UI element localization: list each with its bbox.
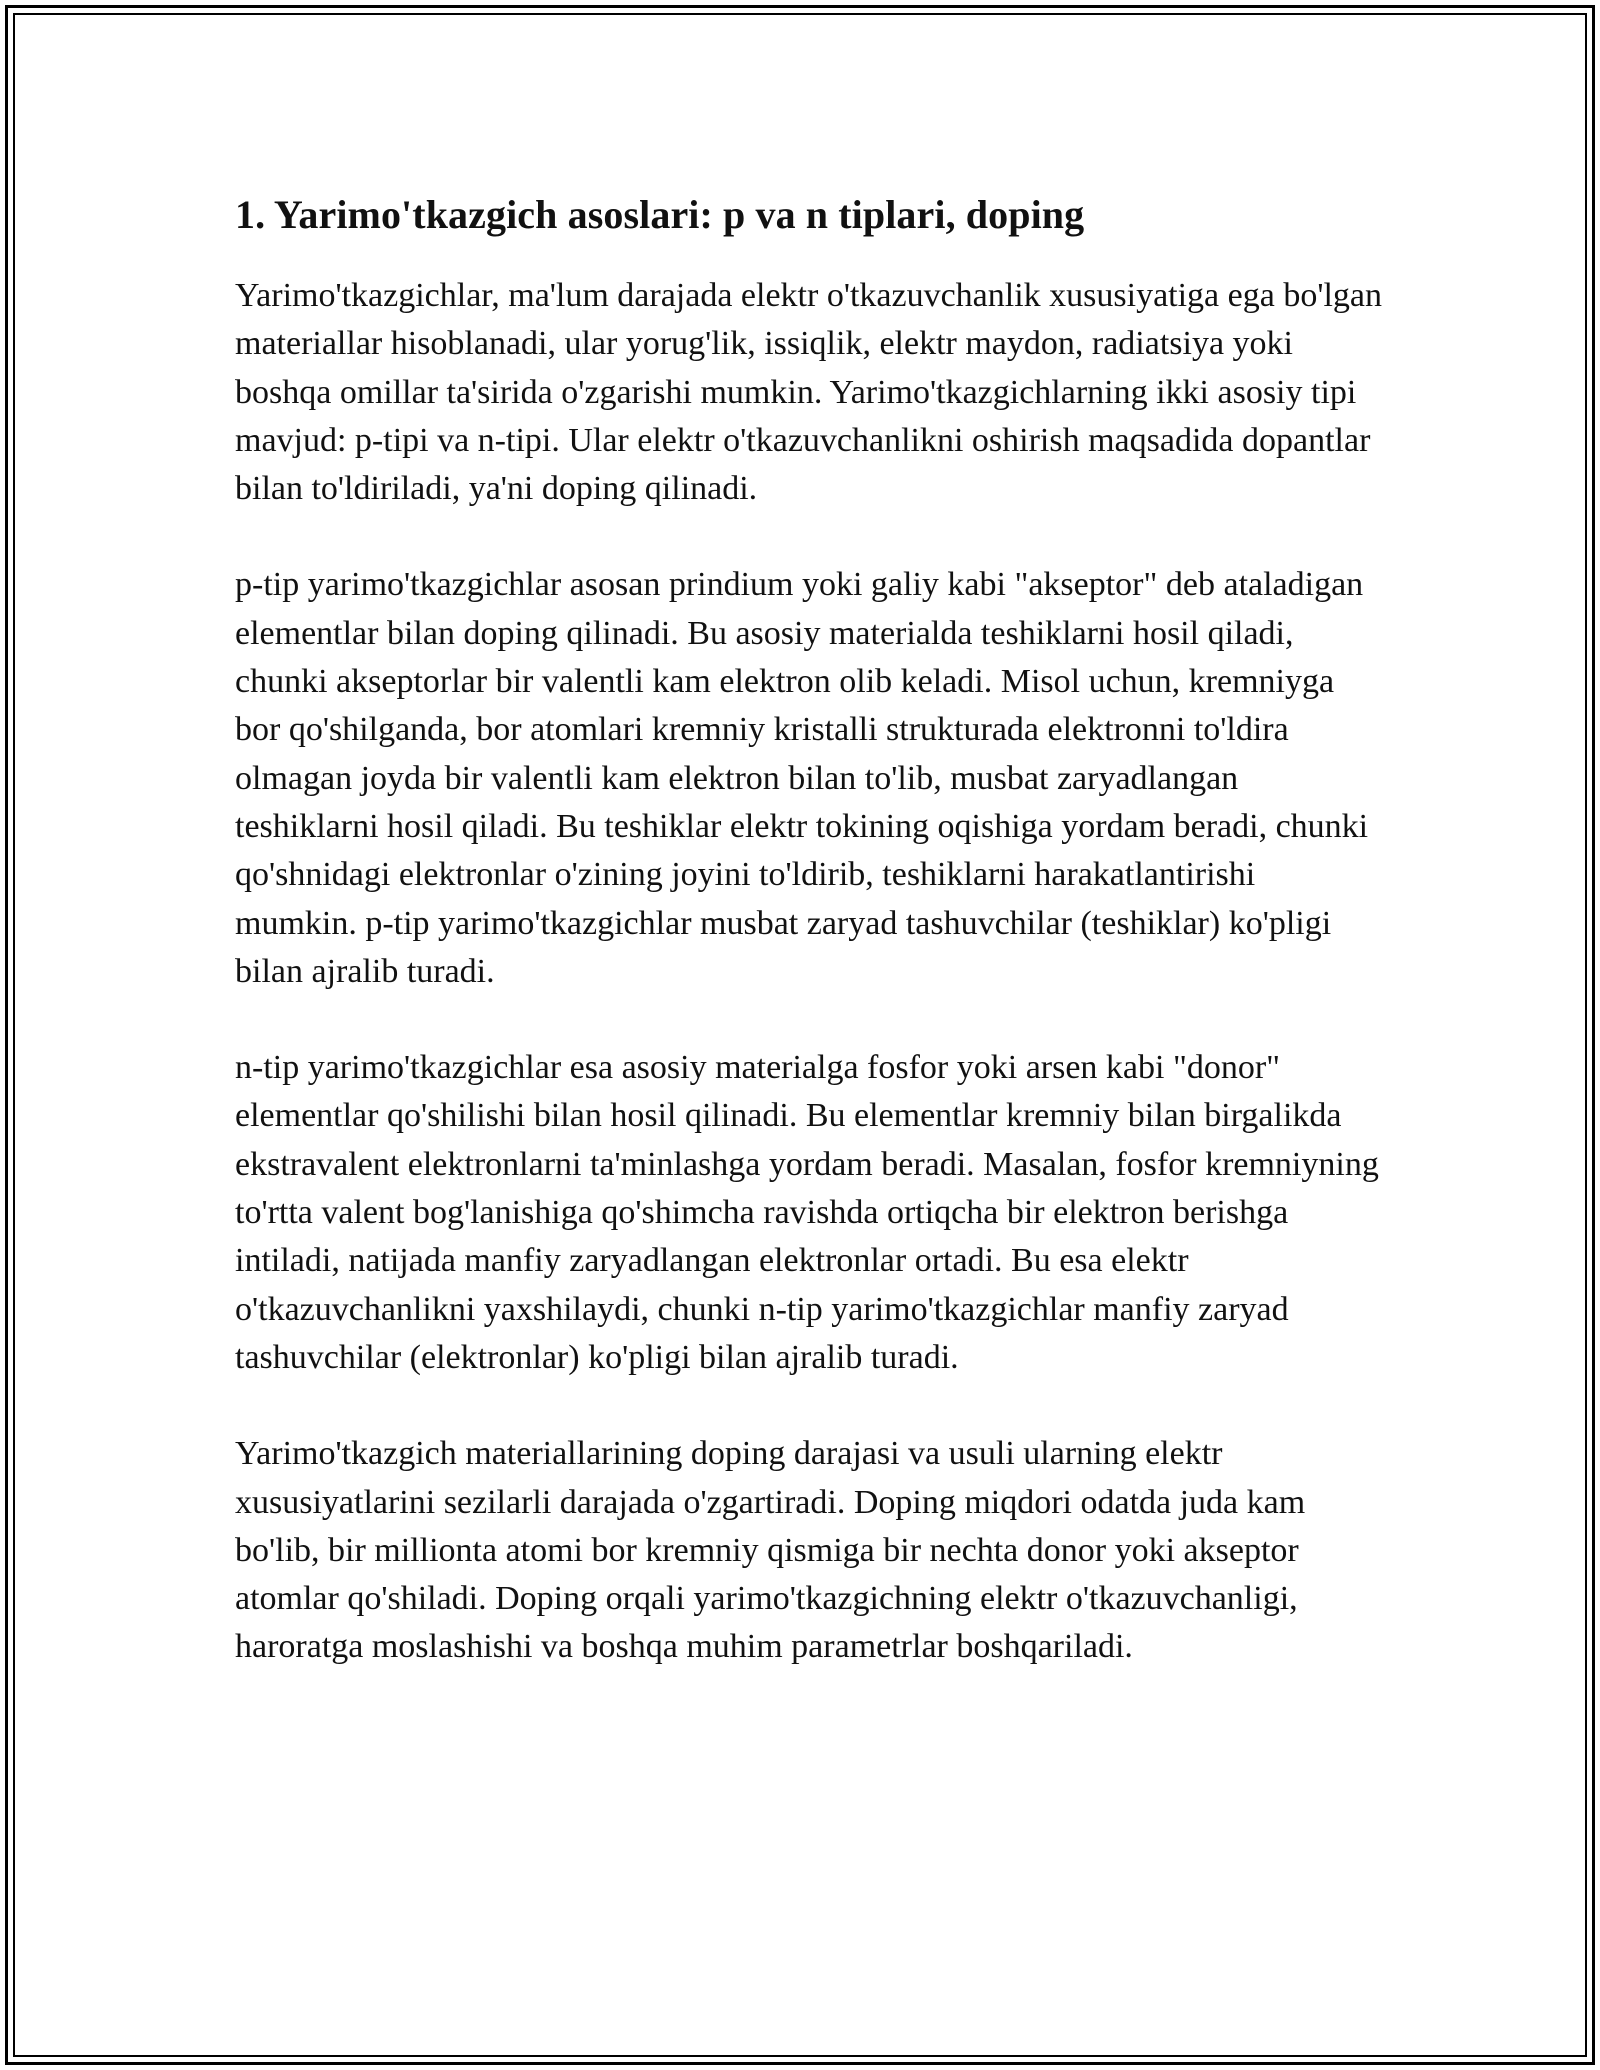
paragraph-n-type: n-tip yarimo'tkazgichlar esa asosiy materialga fosfor yoki arsen kabi "donor" elementlar qo'shilishi bilan hosil qilinadi. Bu elementlar kremniy bilan birgalikda ekstravalent elektronlarni ta'minlashga yordam beradi. Masalan, fosfor kremniyning to'rtta valent bog'lanishiga qo'shimcha ravishda ortiqcha bir elektron berishga intiladi, natijada manfiy zaryadlangan elektronlar ortadi. Bu esa elektr o'tkazuvchanlikni yaxshilaydi, chunki n-tip yarimo'tkazgichlar manfiy zaryad tashuvchilar (elektronlar) ko'pligi bilan ajralib turadi.: [235, 1049, 1379, 1376]
document-body: [235, 190, 1385, 1720]
paragraph-p-type: p-tip yarimo'tkazgichlar asosan prindium yoki galiy kabi "akseptor" deb ataladigan elementlar bilan doping qilinadi. Bu asosiy materialda teshiklarni hosil qiladi, chunki akseptorlar bir valentli kam elektron olib keladi. Misol uchun, kremniyga bor qo'shilganda, bor atomlari kremniy kristalli strukturada elektronni to'ldira olmagan joyda bir valentli kam elektron bilan to'lib, musbat zaryadlangan teshiklarni hosil qiladi. Bu teshiklar elektr tokining oqishiga yordam beradi, chunki qo'shnidagi elektronlar o'zining joyini to'ldirib, teshiklarni harakatlantirishi mumkin. p-tip yarimo'tkazgichlar musbat zaryad tashuvchilar (teshiklar) ko'pligi bilan ajralib turadi.: [235, 566, 1369, 990]
section-heading: 1. Yarimo'tkazgich asoslari: p va n tiplari, doping: [235, 192, 1085, 237]
paragraph-doping-level: Yarimo'tkazgich materiallarining doping darajasi va usuli ularning elektr xususiyatlarini sezilarli darajada o'zgartiradi. Doping miqdori odatda juda kam bo'lib, bir millionta atomi bor kremniy qismiga bir nechta donor yoki akseptor atomlar qo'shiladi. Doping orqali yarimo'tkazgichning elektr o'tkazuvchanligi, haroratga moslashishi va boshqa muhim parametrlar boshqariladi.: [235, 1435, 1306, 1666]
paragraph-intro: Yarimo'tkazgichlar, ma'lum darajada elektr o'tkazuvchanlik xususiyatiga ega bo'lgan materiallar hisoblanadi, ular yorug'lik, issiqlik, elektr maydon, radiatsiya yoki boshqa omillar ta'sirida o'zgarishi mumkin. Yarimo'tkazgichlarning ikki asosiy tipi mavjud: p-tipi va n-tipi. Ular elektr o'tkazuvchanlikni oshirish maqsadida dopantlar bilan to'ldiriladi, ya'ni doping qilinadi.: [235, 277, 1382, 508]
